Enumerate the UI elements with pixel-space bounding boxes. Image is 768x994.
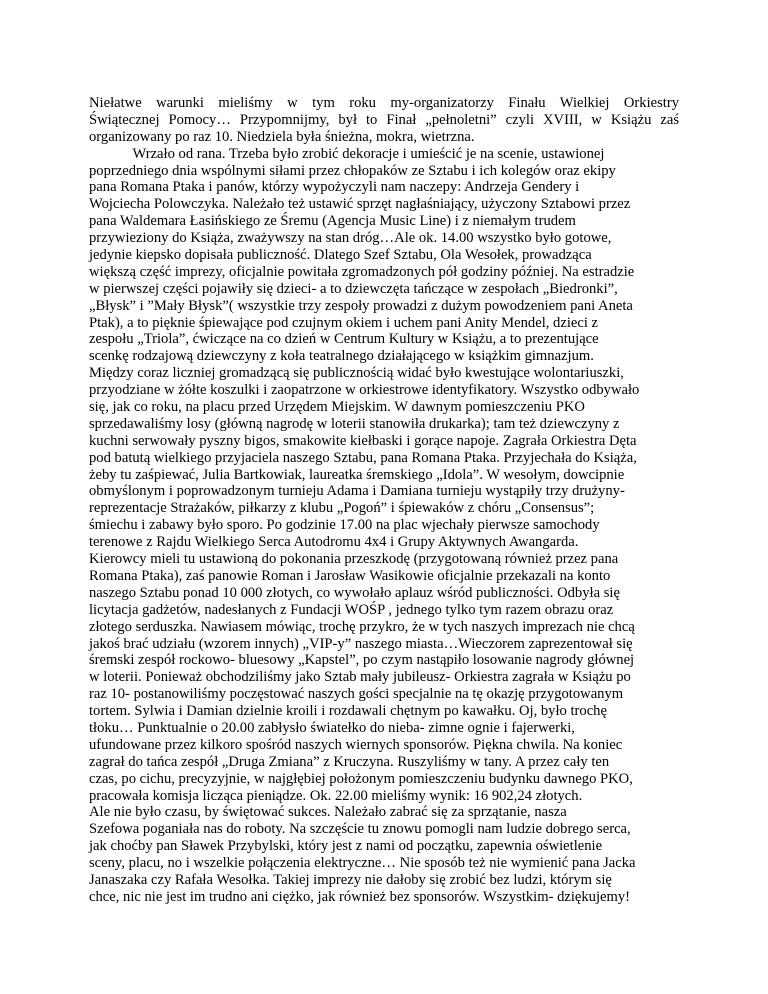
text-line: raz 10- postanowiliśmy poczęstować naszych gości specjalnie na tę okazję przygotowanym <box>89 686 624 703</box>
text-line: sprzedawaliśmy losy (główną nagrodę w loterii stanowiła drukarka); tam też dziewczyny z <box>89 415 620 432</box>
text-line: pana Romana Ptaka i panów, którzy wypożyczyli nam naczepy: Andrzeja Gendery i <box>89 179 580 196</box>
text-line: „Błysk” i ”Mały Błysk”( wszystkie trzy zespoły prowadzi z dużym powodzeniem pani Aneta <box>89 297 633 314</box>
text-line: terenowe z Rajdu Wielkiego Serca Autodromu 4x4 i Grupy Aktywnych Awangarda. <box>89 534 579 551</box>
text-line: się, jak co roku, na placu przed Urzędem Miejskim. W dawnym pomieszczeniu PKO <box>89 399 585 416</box>
text-line: pana Waldemara Łasińskiego ze Śremu (Agencja Music Line) i z niemałym trudem <box>89 213 576 230</box>
text-line: poprzedniego dnia wspólnymi siłami przez chłopaków ze Sztabu i ich kolegów oraz ekipy <box>89 162 616 179</box>
text-line: Janaszaka czy Rafała Wesołka. Takiej imprezy nie dałoby się zrobić bez ludzi, którym się <box>89 871 612 888</box>
text-line: w loterii. Ponieważ obchodziliśmy jako Sztab mały jubileusz- Orkiestra zagrała w Książu po <box>89 669 631 686</box>
text-line: żeby tu zaśpiewać, Julia Bartkowiak, laureatka śremskiego „Idola”. W wesołym, dowcipnie <box>89 466 625 483</box>
text-line: większą część imprezy, oficjalnie powitała zgromadzonych pół godziny później. Na estradzie <box>89 263 635 280</box>
article-text <box>89 95 679 923</box>
text-line: sceny, placu, no i wszelkie połączenia elektryczne… Nie sposób też nie wymienić pana Jacka <box>89 855 636 872</box>
text-line: Ale nie było czasu, by świętować sukces. Należało zabrać się za sprzątanie, nasza <box>89 804 567 821</box>
text-line: licytacja gadżetów, nadesłanych z Fundacji WOŚP , jednego tylko tym razem obrazu oraz <box>89 601 614 618</box>
text-line: jakoś brać udziału (wzorem innych) „VIP-y” naszego miasta…Wieczorem zaprezentował się <box>89 635 633 652</box>
text-line: tortem. Sylwia i Damian dzielnie kroili i rozdawali chętnym po kawałku. Oj, było trochę <box>89 703 607 720</box>
text-line: śremski zespół rockowo- bluesowy „Kapstel”, po czym nastąpiło losowanie nagrody głównej <box>89 652 635 669</box>
text-line: Kierowcy mieli tu ustawioną do pokonania przeszkodę (przygotowaną również przez pana <box>89 551 619 568</box>
text-line: scenkę rodzajową dziewczyny z koła teatralnego działającego w książkim gimnazjum. <box>89 348 594 365</box>
text-line: ufundowane przez kilkoro spośród naszych wiernych sponsorów. Piękna chwila. Na koniec <box>89 736 623 753</box>
text-line: zagrał do tańca zespół „Druga Zmiana” z Kruczyna. Ruszyliśmy w tany. A przez cały ten <box>89 753 610 770</box>
text-line: jedynie kiepsko dopisała publiczność. Dlatego Szef Sztabu, Ola Wesołek, prowadząca <box>89 247 592 264</box>
text-line: naszego Sztabu ponad 10 000 złotych, co wywołało aplauz wśród publiczności. Odbyła się <box>89 584 620 601</box>
text-line: tłoku… Punktualnie o 20.00 zabłysło światełko do nieba- zimne ognie i fajerwerki, <box>89 719 575 736</box>
text-line: przyodziane w żółte koszulki i zaopatrzone w orkiestrowe identyfikatory. Wszystko odbywało <box>89 382 640 399</box>
text-line: Świątecznej Pomocy… Przypomnijmy, był to Finał „pełnoletni” czyli XVIII, w Książu zaś <box>89 111 679 128</box>
text-line: czas, po cichu, precyzyjnie, w najgłębiej położonym pomieszczeniu budynku dawnego PKO, <box>89 770 633 787</box>
text-line: Wojciecha Polowczyka. Należało też ustawić sprzęt nagłaśniający, użyczony Sztabowi przez <box>89 196 631 213</box>
text-line: Szefowa poganiała nas do roboty. Na szczęście tu znowu pomogli nam ludzie dobrego serca, <box>89 821 631 838</box>
text-line <box>89 906 679 923</box>
text-line: organizowany po raz 10. Niedziela była śnieżna, mokra, wietrzna. <box>89 128 475 145</box>
text-line: reprezentacje Strażaków, piłkarzy z klubu „Pogoń” i śpiewaków z chóru „Consensus”; <box>89 500 595 517</box>
text-line: jak choćby pan Sławek Przybylski, który jest z nami od początku, zapewnia oświetlenie <box>89 838 603 855</box>
text-line: pracowała komisja licząca pieniądze. Ok. 22.00 mieliśmy wynik: 16 902,24 złotych. <box>89 787 583 804</box>
text-line: śmiechu i zabawy było sporo. Po godzinie 17.00 na plac wjechały pierwsze samochody <box>89 517 600 534</box>
text-line: zespołu „Triola”, ćwiczące na co dzień w Centrum Kultury w Książu, a to prezentujące <box>89 331 599 348</box>
text-line: przywieziony do Książa, zważywszy na stan dróg…Ale ok. 14.00 wszystko było gotowe, <box>89 230 612 247</box>
text-line: w pierwszej części pojawiły się dzieci- a to dziewczęta tańczące w zespołach „Biedronki”, <box>89 280 618 297</box>
text-line: pod batutą wielkiego przyjaciela naszego Sztabu, pana Romana Ptaka. Przyjechała do Książa, <box>89 449 637 466</box>
text-line: chce, nic nie jest im trudno ani ciężko, jak również bez sponsorów. Wszystkim- dziękujemy! <box>89 888 631 905</box>
text-line: obmyślonym i poprowadzonym turnieju Adama i Damiana turnieju wystąpiły trzy drużyny- <box>89 483 625 500</box>
text-line: Niełatwe warunki mieliśmy w tym roku my-organizatorzy Finału Wielkiej Orkiestry <box>89 95 679 111</box>
text-line: złotego serduszka. Nawiasem mówiąc, trochę przykro, że w tych naszych imprezach nie chcą <box>89 618 635 635</box>
text-line: kuchni serwowały pyszny bigos, smakowite kiełbaski i gorące napoje. Zagrała Orkiestra Dęta <box>89 432 637 449</box>
text-line: Wrzało od rana. Trzeba było zrobić dekoracje i umieścić je na scenie, ustawionej <box>89 145 605 162</box>
text-line: Romana Ptaka), zaś panowie Roman i Jarosław Wasikowie oficjalnie przekazali na konto <box>89 567 611 584</box>
text-line: Między coraz liczniej gromadzącą się publicznością widać było kwestujące wolontariuszki, <box>89 365 624 382</box>
text-line: Ptak), a to pięknie śpiewające pod czujnym okiem i uchem pani Anity Mendel, dzieci z <box>89 314 599 331</box>
